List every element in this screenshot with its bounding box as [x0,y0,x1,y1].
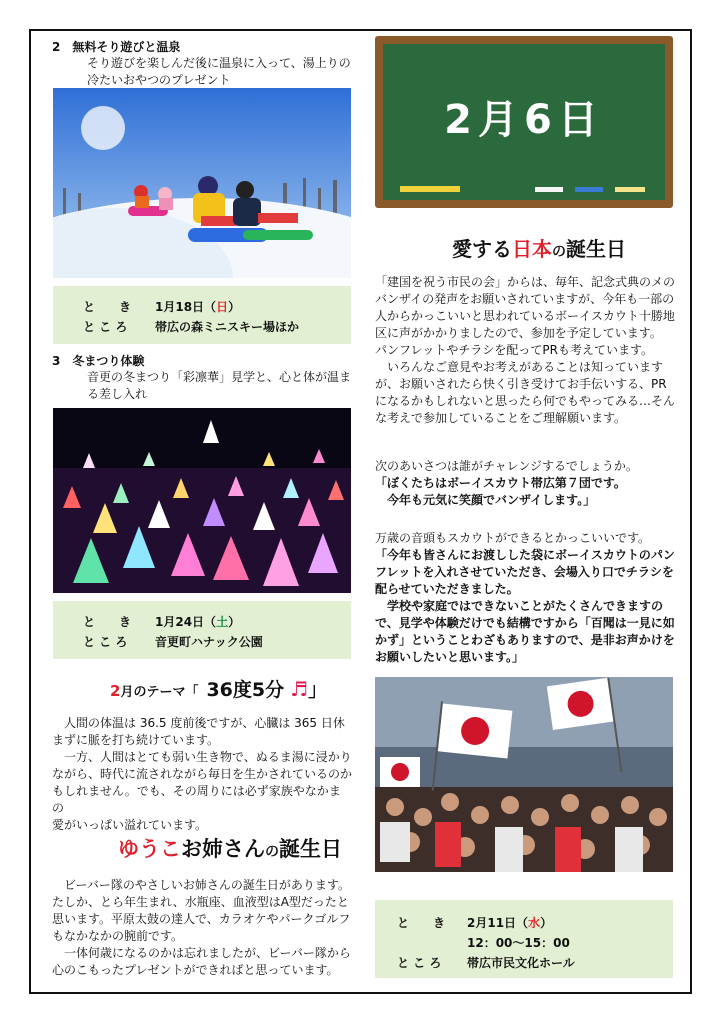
when-value: 1月18日（日） [155,300,241,314]
section-2-line2: 冷たいおやつのプレゼント [87,73,231,87]
flag-crowd-photo [375,677,673,872]
when-value: 1月24日（土） [155,615,241,629]
time-value: 12：00～15：00 [467,936,570,950]
theme-body: 人間の体温は 36.5 度前後ですが、心臓は 365 日休 まずに脈を打ち続けています。 一方、人間はとても弱い生き物で、ぬるま湯に浸かり ながら、時代に流されながら毎日を生かされているのか もしれません。でも、その周りには必ず家族やなかまの 愛がいっぱい溢れています。 [52,716,353,832]
where-value: 音更町ハナック公園 [155,635,263,649]
chalk-white [535,187,563,192]
greeting-question: 次のあいさつは誰がチャレンジするでしょうか。 [375,459,638,473]
chalk-blue [575,187,603,192]
where-value: 帯広の森ミニスキー場ほか [155,320,300,334]
illumination-photo [53,408,351,593]
info-box-foundation-day [375,900,673,978]
section-2-line1: そり遊びを楽しんだ後に温泉に入って、湯上りの [87,56,351,70]
chalk-cream [615,187,645,192]
where-label: と こ ろ [83,635,128,649]
when-label: と き [83,615,132,629]
when-value: 2月11日（水） [467,916,553,930]
section-3-line1: 音更の冬まつり「彩凛華」見学と、心と体が温ま [87,370,352,384]
chalkboard [375,36,673,208]
info-box-sledding [53,286,351,344]
sister-birthday-body: ビーバー隊のやさしいお姉さんの誕生日があります。 たしか、とら年生まれ、水瓶座、血液型はA型だったと 思います。平原太鼓の達人で、カラオケやパークゴルフ もなかなかの腕前です。 一体何歳になるのかは忘れましたが、ビーバー隊から 心のこもったプレゼントができればと思っています。 [52,878,351,977]
banzai-note: 万歳の音頭もスカウトができるとかっこいいです。 [375,531,651,545]
when-label: と き [83,300,132,314]
where-value: 帯広市民文化ホール [467,956,575,970]
chalk-yellow [400,186,460,192]
scout-quote-2: 「今年も皆さんにお渡しした袋にボーイスカウトのパン フレットを入れさせていただき、会場入り口でチラシを 配らせていただきました。 学校や家庭ではできないことがたくさんできますの で、見学や体験だけでも結構ですから「百聞は一見に如 かず」ということわざもありますので、是非お声かけを お願いしたいと思います。」 [375,548,675,664]
chalkboard-date: 2月6日 [444,97,604,143]
japan-birthday-body: 「建国を祝う市民の会」からは、毎年、記念式典のメの バンザイの発声をお願いされていますが、今年も一部の 人からかっこいいと思われているボーイスカウト十勝地 区に声がかかりましたので、参加を予定しています。 パンフレットやチラシを配ってPRも考えています。 いろんなご意見やお考えがあることは知っています が、お願いされたら快く引き受けてお手伝いする、PR になるかもしれないと思ったら何でもやってみる…そん な考えで参加していることをご理解願います。 [375,275,676,425]
scout-quote-1: 「ぼくたちはボーイスカウト帯広第７団です。 今年も元気に笑顔でバンザイします。」 [375,476,626,507]
where-label: と こ ろ [83,320,128,334]
where-label: と こ ろ [397,956,442,970]
section-3-heading: 3 冬まつり体験 [52,354,145,368]
japan-birthday-heading: 愛する日本の誕生日 [452,237,626,261]
theme-heading: 2月のテーマ「 36度5分 ♬」 [110,677,328,701]
info-box-festival [53,601,351,659]
section-2-heading: 2 無料そり遊びと温泉 [52,40,181,54]
sister-birthday-heading: ゆうこお姉さんの誕生日 [118,837,342,861]
section-3-line2: る差し入れ [87,387,148,401]
sledding-photo [53,88,351,278]
when-label: と き [397,916,446,930]
